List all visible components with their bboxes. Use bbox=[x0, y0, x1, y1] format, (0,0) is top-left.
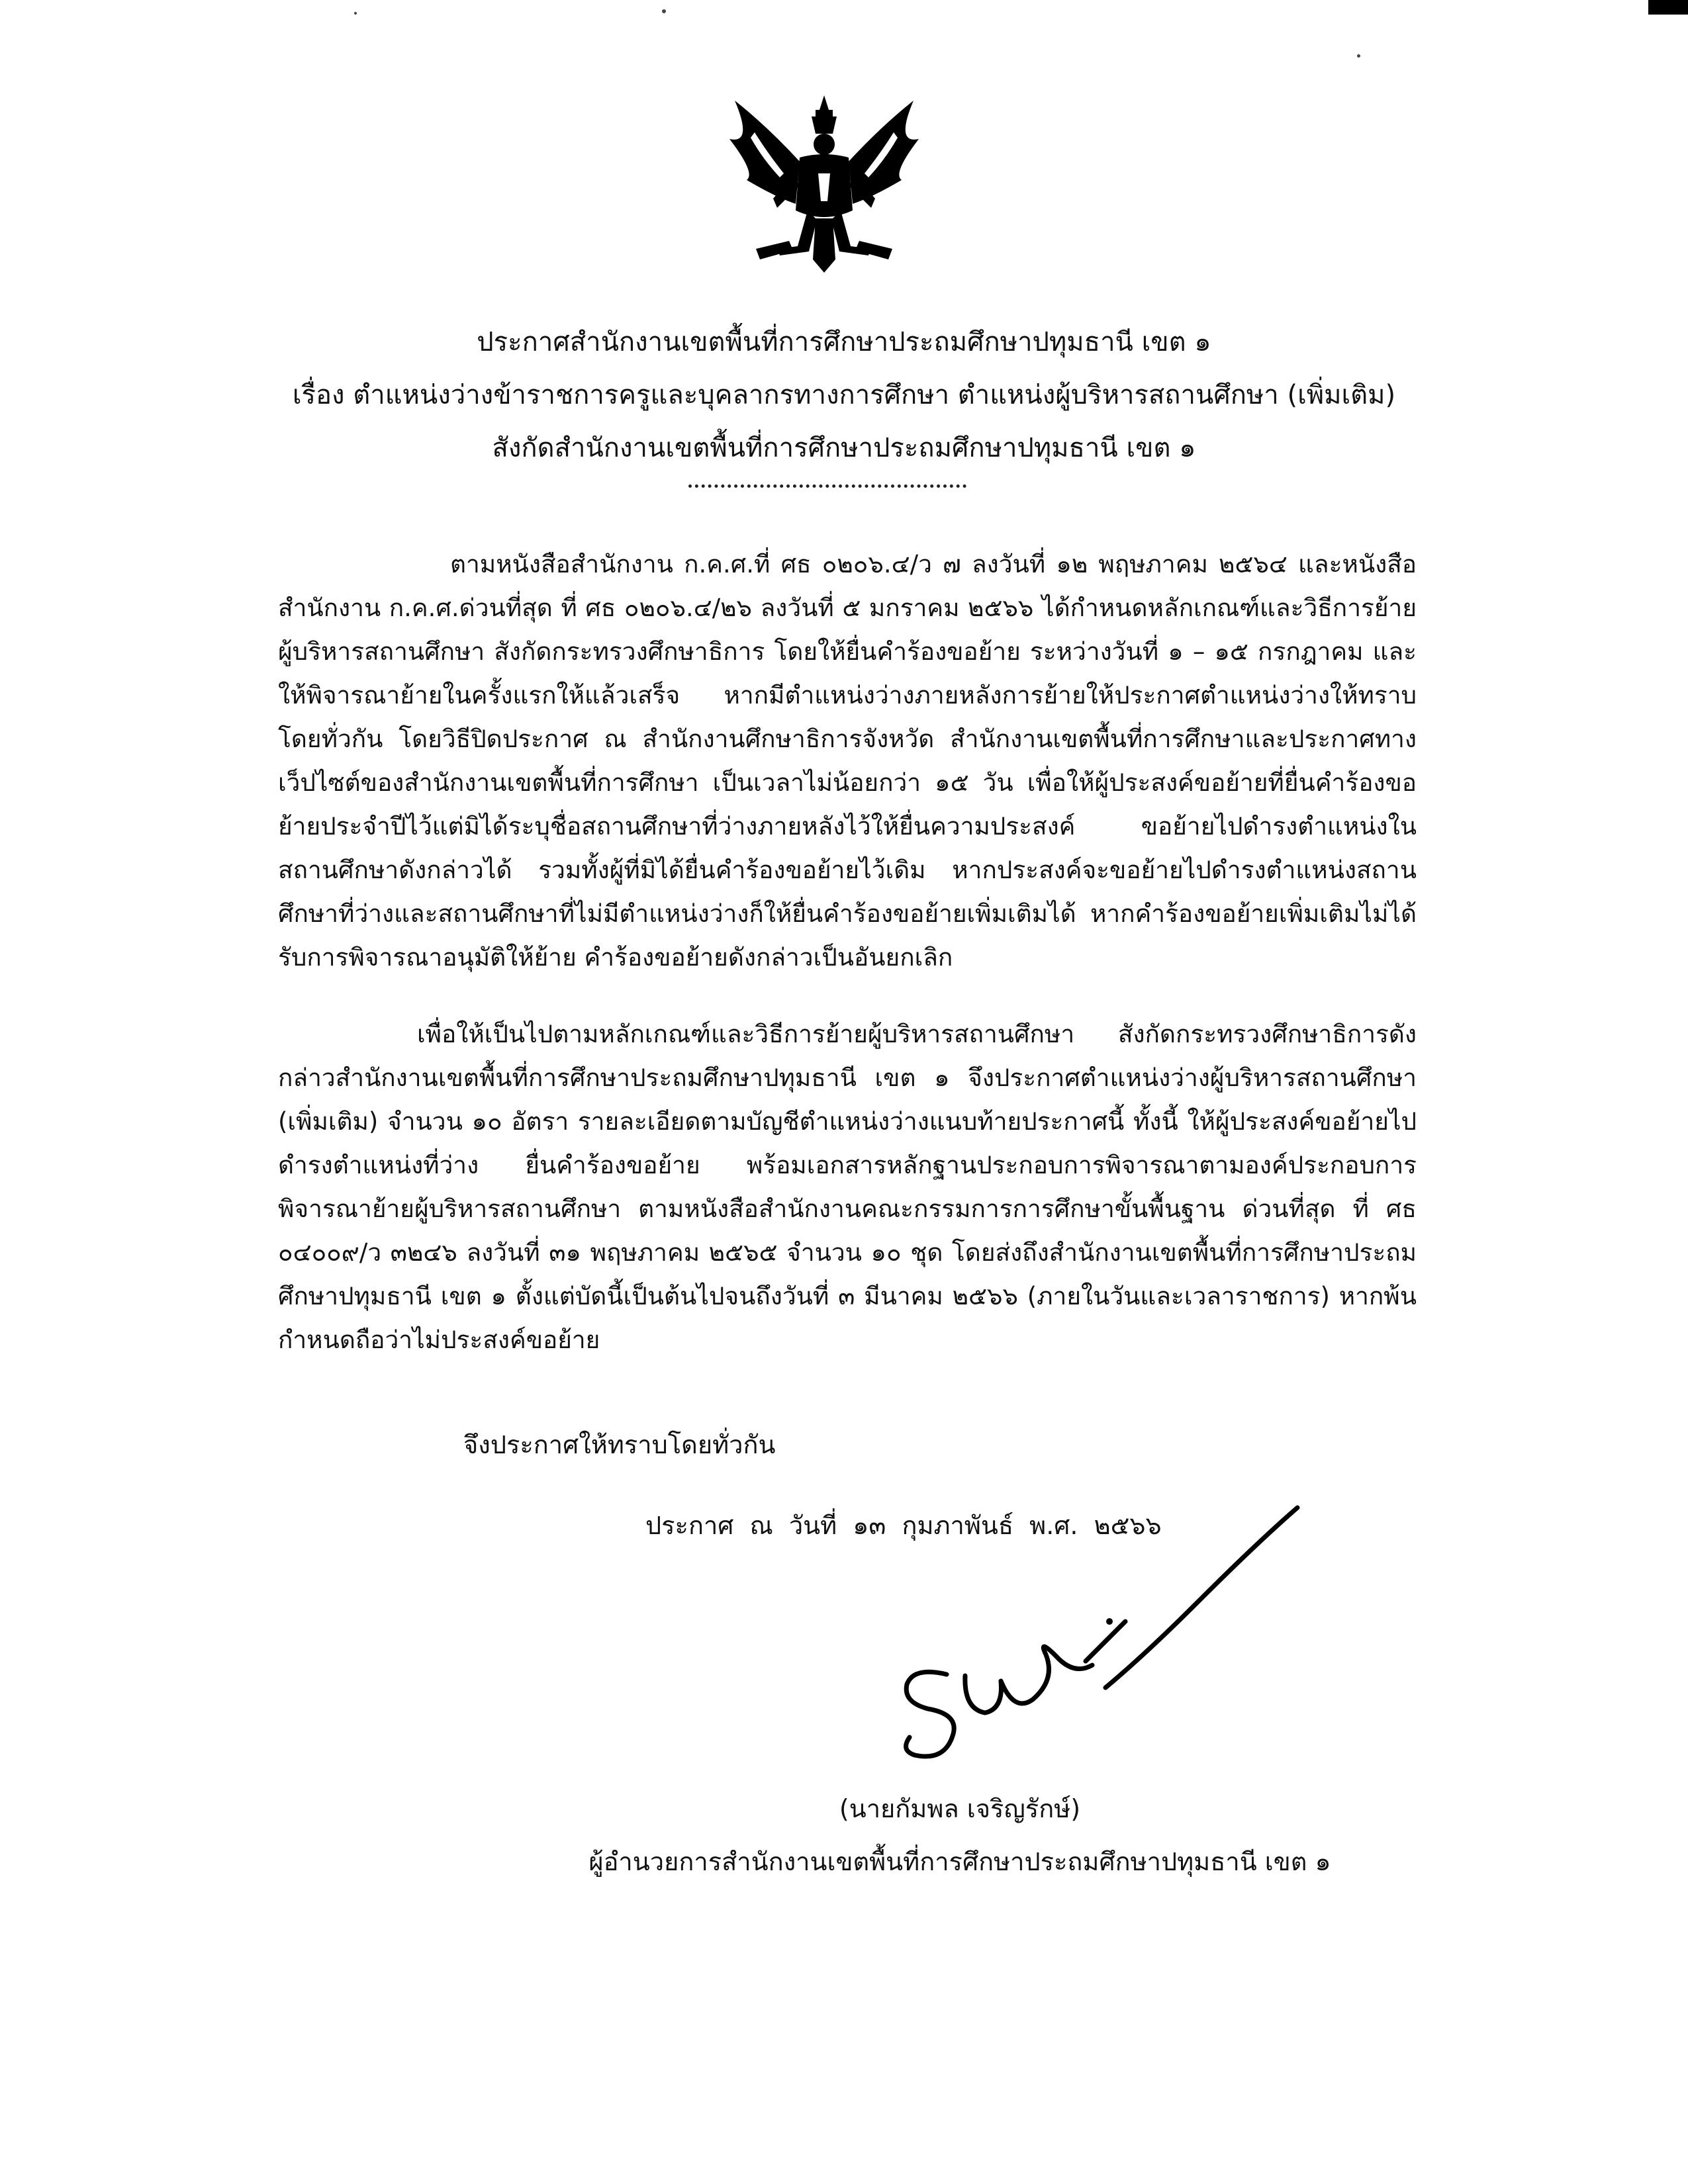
affiliation-line: สังกัดสำนักงานเขตพื้นที่การศึกษาประถมศึกษาปทุมธานี เขต ๑ bbox=[492, 433, 1196, 463]
scan-speck bbox=[662, 9, 666, 13]
scan-corner-mark bbox=[1648, 0, 1688, 15]
separator-rule bbox=[688, 484, 966, 488]
paragraph-1-text: ตามหนังสือสำนักงาน ก.ค.ศ.ที่ ศธ ๐๒๐๖.๔/ว ๗ ลงวันที่ ๑๒ พฤษภาคม ๒๕๖๔ และหนังสือสำนักงาน ก.ค.ศ.ด่วนที่สุด ที่ ศธ ๐๒๐๖.๔/๒๖ ลงวันที่ ๕ มกราคม ๒๕๖๖ ได้กำหนดหลักเกณฑ์และวิธีการย้ายผู้บริหารสถานศึกษา สังกัดกระทรวงศึกษาธิการ โดยให้ยื่นคำร้องขอย้าย ระหว่างวันที่ ๑ – ๑๕ กรกฎาคม และให้พิจารณาย้ายในครั้งแรกให้แล้วเสร็จ หากมีตำแหน่งว่างภายหลังการย้ายให้ประกาศตำแหน่งว่างให้ทราบโดยทั่วกัน โดยวิธีปิดประกาศ ณ สำนักงานศึกษาธิการจังหวัด สำนักงานเขตพื้นที่การศึกษาและประกาศทางเว็ปไซต์ของสำนักงานเขตพื้นที่การศึกษา เป็นเวลาไม่น้อยกว่า ๑๕ วัน เพื่อให้ผู้ประสงค์ขอย้ายที่ยื่นคำร้องขอย้ายประจำปีไว้แต่มิได้ระบุชื่อสถานศึกษาที่ว่างภายหลังไว้ให้ยื่นความประสงค์ ขอย้ายไปดำรงตำแหน่งในสถานศึกษาดังกล่าวได้ รวมทั้งผู้ที่มิได้ยื่นคำร้องขอย้ายไว้เดิม หากประสงค์จะขอย้ายไปดำรงตำแหน่งสถานศึกษาที่ว่างและสถานศึกษาที่ไม่มีตำแหน่งว่างก็ให้ยื่นคำร้องขอย้ายเพิ่มเติมได้ หากคำร้องขอย้ายเพิ่มเติมไม่ได้รับการพิจารณาอนุมัติให้ย้าย คำร้องขอย้ายดังกล่าวเป็นอันยกเลิก bbox=[278, 550, 1417, 972]
announcement-date: ประกาศ ณ วันที่ ๑๓ กุมภาพันธ์ พ.ศ. ๒๕๖๖ bbox=[645, 1511, 1162, 1540]
signer-name: (นายกัมพล เจริญรักษ์) bbox=[839, 1794, 1081, 1823]
signer-title: ผู้อำนวยการสำนักงานเขตพื้นที่การศึกษาประถมศึกษาปทุมธานี เขต ๑ bbox=[588, 1847, 1331, 1876]
scan-speck bbox=[354, 12, 357, 15]
subject-line: เรื่อง ตำแหน่งว่างข้าราชการครูและบุคลากรทางการศึกษา ตำแหน่งผู้บริหารสถานศึกษา (เพิ่มเติม) bbox=[292, 380, 1396, 410]
garuda-emblem-icon bbox=[715, 93, 933, 278]
paragraph-2-text: เพื่อให้เป็นไปตามหลักเกณฑ์และวิธีการย้ายผู้บริหารสถานศึกษา สังกัดกระทรวงศึกษาธิการดังกล่าวสำนักงานเขตพื้นที่การศึกษาประถมศึกษาปทุมธานี เขต ๑ จึงประกาศตำแหน่งว่างผู้บริหารสถานศึกษา (เพิ่มเติม) จำนวน ๑๐ อัตรา รายละเอียดตามบัญชีตำแหน่งว่างแนบท้ายประกาศนี้ ทั้งนี้ ให้ผู้ประสงค์ขอย้ายไปดำรงตำแหน่งที่ว่าง ยื่นคำร้องขอย้าย พร้อมเอกสารหลักฐานประกอบการพิจารณาตามองค์ประกอบการพิจารณาย้ายผู้บริหารสถานศึกษา ตามหนังสือสำนักงานคณะกรรมการการศึกษาขั้นพื้นฐาน ด่วนที่สุด ที่ ศธ ๐๔๐๐๙/ว ๓๒๔๖ ลงวันที่ ๓๑ พฤษภาคม ๒๕๖๕ จำนวน ๑๐ ชุด โดยส่งถึงสำนักงานเขตพื้นที่การศึกษาประถมศึกษาปทุมธานี เขต ๑ ตั้งแต่บัดนี้เป็นต้นไปจนถึงวันที่ ๓ มีนาคม ๒๕๖๖ (ภายในวันและเวลาราชการ) หากพ้นกำหนดถือว่าไม่ประสงค์ขอย้าย bbox=[278, 1020, 1417, 1354]
scan-speck bbox=[1357, 54, 1360, 58]
body-paragraph-1 bbox=[278, 543, 1417, 993]
body-paragraph-2 bbox=[278, 1013, 1417, 1410]
signature-icon bbox=[887, 1502, 1311, 1780]
announcement-title: ประกาศสำนักงานเขตพื้นที่การศึกษาประถมศึกษาปทุมธานี เขต ๑ bbox=[477, 327, 1211, 357]
closing-statement: จึงประกาศให้ทราบโดยทั่วกัน bbox=[463, 1430, 776, 1459]
